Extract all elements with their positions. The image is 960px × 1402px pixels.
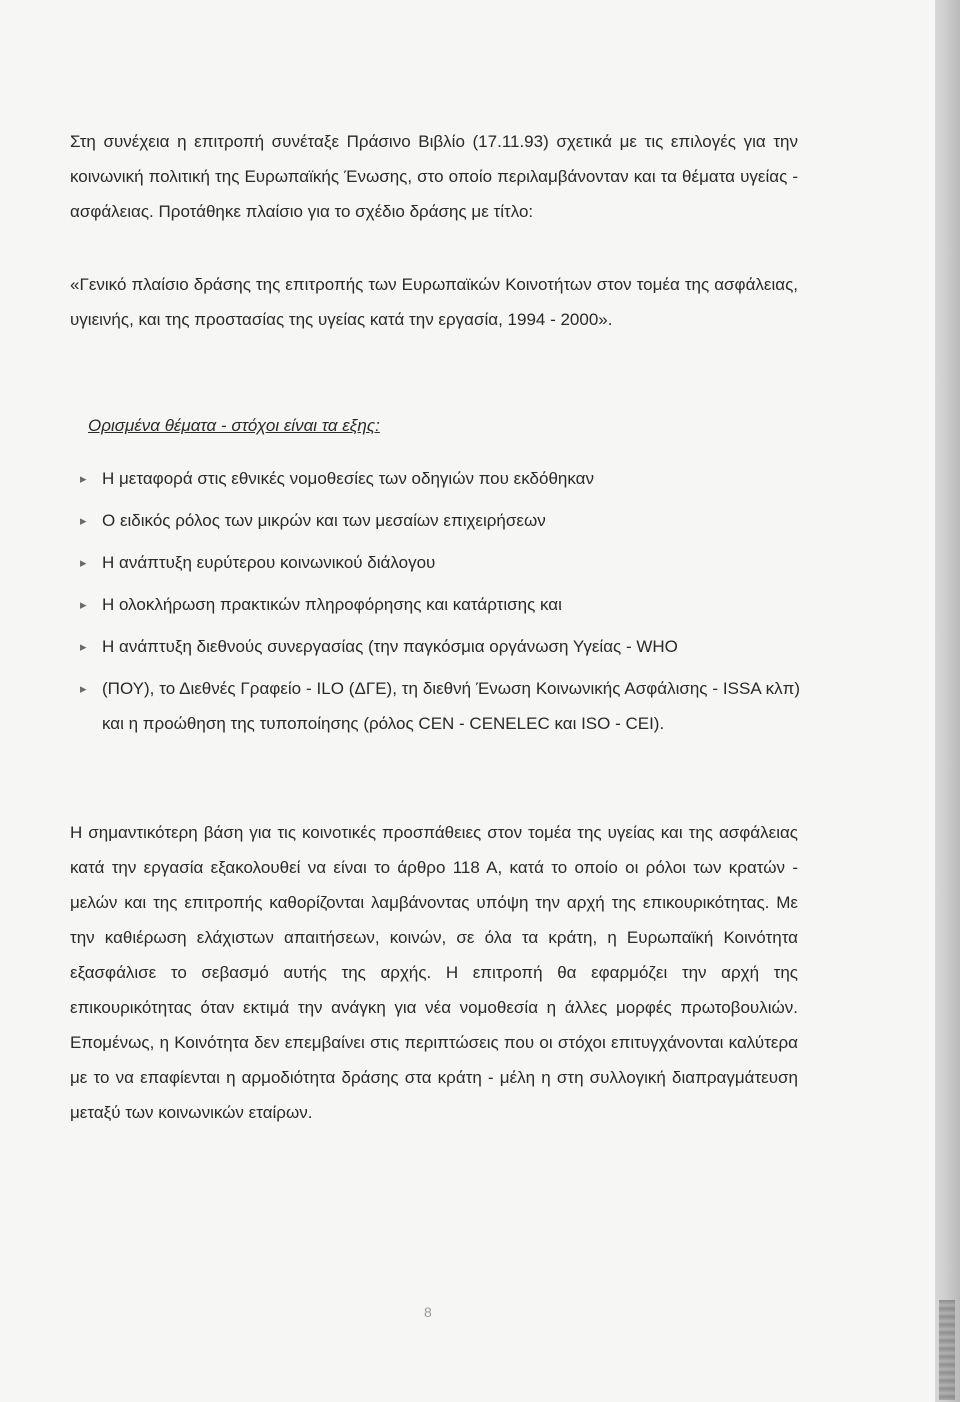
list-item-text: Ο ειδικός ρόλος των μικρών και των μεσαίων επιχειρήσεων: [102, 511, 546, 530]
list-item: [80, 545, 800, 580]
bullet-arrow-icon: ▸: [80, 681, 87, 696]
list-item: [80, 671, 800, 741]
scan-page-edge: [935, 0, 960, 1402]
objectives-list: [80, 461, 800, 748]
section-heading: Ορισμένα θέματα - στόχοι είναι τα εξης:: [88, 416, 380, 435]
list-item-text: Η ανάπτυξη διεθνούς συνεργασίας (την παγκόσμια οργάνωση Υγείας - WHO: [102, 637, 678, 656]
page-number: 8: [424, 1304, 432, 1320]
action-plan-title-quote: «Γενικό πλαίσιο δράσης της επιτροπής των Ευρωπαϊκών Κοινοτήτων στον τομέα της ασφάλειας, υγιεινής, και της προστασίας της υγείας κατά την εργασία, 1994 - 2000».: [70, 275, 798, 329]
list-item: [80, 587, 800, 622]
intro-paragraph: Στη συνέχεια η επιτροπή συνέταξε Πράσινο Βιβλίο (17.11.93) σχετικά με τις επιλογές για την κοινωνική πολιτική της Ευρωπαϊκής Ένωσης, στο οποίο περιλαμβάνονταν και τα θέματα υγείας - ασφάλειας. Προτάθηκε πλαίσιο για το σχέδιο δράσης με τίτλο:: [70, 132, 798, 221]
subsidiarity-paragraph: Η σημαντικότερη βάση για τις κοινοτικές προσπάθειες στον τομέα της υγείας και της ασφάλειας κατά την εργασία εξακολουθεί να είναι το άρθρο 118 Α, κατά το οποίο οι ρόλοι των κρατών - μελών και της επιτροπής καθορίζονται λαμβάνοντας υπόψη την αρχή της επικουρικότητας. Με την καθιέρωση ελάχιστων απαιτήσεων, κοινών, σε όλα τα κράτη, η Ευρωπαϊκή Κοινότητα εξασφάλισε το σεβασμό αυτής της αρχής. Η επιτροπή θα εφαρμόζει την αρχή της επικουρικότητας όταν εκτιμά την ανάγκη για νέα νομοθεσία η άλλες μορφές πρωτοβουλιών. Επομένως, η Κοινότητα δεν επεμβαίνει στις περιπτώσεις που οι στόχοι επιτυγχάνονται καλύτερα με το να επαφίενται η αρμοδιότητα δράσης στα κράτη - μέλη η στη συλλογική διαπραγμάτευση μεταξύ των κοινωνικών εταίρων.: [70, 823, 798, 1122]
list-item-text: Η ολοκλήρωση πρακτικών πληροφόρησης και κατάρτισης και: [102, 595, 562, 614]
list-item: [80, 629, 800, 664]
binding-edge: [939, 1300, 955, 1400]
list-item-text: (ΠΟΥ), το Διεθνές Γραφείο - ILO (ΔΓΕ), τη διεθνή Ένωση Κοινωνικής Ασφάλισης - ISSA κλπ) και η προώθηση της τυποποίησης (ρόλος CEN - CENELEC και ISO - CEI).: [102, 679, 800, 733]
list-item-text: Η ανάπτυξη ευρύτερου κοινωνικού διάλογου: [102, 553, 436, 572]
bullet-arrow-icon: ▸: [80, 555, 87, 570]
bullet-arrow-icon: ▸: [80, 471, 87, 486]
list-item-text: Η μεταφορά στις εθνικές νομοθεσίες των οδηγιών που εκδόθηκαν: [102, 469, 594, 488]
list-item: [80, 503, 800, 538]
list-item: [80, 461, 800, 496]
bullet-arrow-icon: ▸: [80, 513, 87, 528]
bullet-arrow-icon: ▸: [80, 639, 87, 654]
bullet-arrow-icon: ▸: [80, 597, 87, 612]
